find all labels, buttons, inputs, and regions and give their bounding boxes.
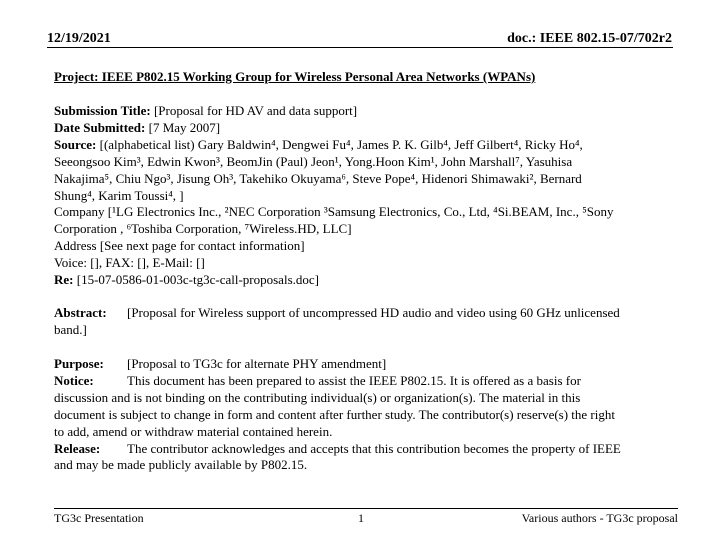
abstract-block: [54, 305, 666, 339]
date-submitted-value: [7 May 2007]: [145, 119, 221, 135]
re-label: Re:: [54, 272, 74, 288]
source-text-2: Seeongsoo Kim³, Edwin Kwon³, BeomJin (Paul) Jeon¹, Yong.Hoon Kim¹, John Marshall⁷, Yasuhisa: [54, 153, 573, 169]
re-line: [54, 272, 666, 289]
submission-title-line: [54, 103, 666, 120]
footer-divider: [54, 508, 678, 509]
footer-right: Various authors - TG3c proposal: [521, 511, 678, 525]
purpose-label: Purpose:: [54, 356, 104, 371]
notice-text-3: document is subject to change in form and content after further study. The contributor(s) reserve(s) the right: [54, 406, 615, 422]
release-label: Release:: [54, 440, 101, 456]
notice-text-2: discussion and is not binding on the contributing individual(s) or organization(s). The material in this: [54, 389, 581, 405]
notice-label: Notice:: [54, 372, 94, 388]
notice-text-1: This document has been prepared to assist the IEEE P802.15. It is offered as a basis for: [127, 372, 581, 388]
source-text-3: Nakajima⁵, Chiu Ngo³, Jisung Oh³, Takehiko Okuyama⁶, Steve Pope⁴, Hidenori Shimawaki², Bernard: [54, 170, 582, 186]
voice-text: Voice: [], FAX: [], E-Mail: []: [54, 255, 205, 271]
page-number: 1: [358, 511, 364, 525]
re-value: [15-07-0586-01-003c-tg3c-call-proposals.doc]: [73, 272, 319, 288]
date-submitted-line: [54, 120, 666, 137]
abstract-text-2: band.]: [54, 321, 87, 337]
company-text-1: Company [¹LG Electronics Inc., ²NEC Corporation ³Samsung Electronics, Co., Ltd, ⁴Si.BEAM, Inc., ⁵Sony: [54, 204, 614, 220]
header-date: 12/19/2021: [47, 31, 111, 46]
purpose-text: [Proposal to TG3c for alternate PHY amendment]: [127, 356, 387, 371]
footer-left: TG3c Presentation: [54, 511, 144, 525]
abstract-text-1: [Proposal for Wireless support of uncompressed HD audio and video using 60 GHz unlicensed: [127, 305, 620, 320]
address-text: Address [See next page for contact information]: [54, 238, 305, 254]
header-divider: [47, 47, 673, 48]
release-text-2: and may be made publicly available by P802.15.: [54, 457, 308, 473]
release-text-1: The contributor acknowledges and accepts that this contribution becomes the property of IEEE: [127, 440, 621, 456]
source-text-4: Shung⁴, Karim Toussi⁴, ]: [54, 187, 184, 203]
abstract-label: Abstract:: [54, 305, 107, 320]
notice-text-4: to add, amend or withdraw material contained herein.: [54, 423, 333, 439]
date-submitted-label: Date Submitted:: [54, 119, 146, 135]
company-text-2: Corporation , ⁶Toshiba Corporation, ⁷Wireless.HD, LLC]: [54, 221, 352, 237]
submission-title-label: Submission Title:: [54, 103, 151, 118]
source-label: Source:: [54, 136, 97, 152]
source-text-1: [(alphabetical list) Gary Baldwin⁴, Dengwei Fu⁴, James P. K. Gilb⁴, Jeff Gilbert⁴, Ricky Ho⁴,: [96, 136, 583, 152]
purpose-notice-block: [54, 356, 662, 474]
project-title: Project: IEEE P802.15 Working Group for Wireless Personal Area Networks (WPANs): [54, 69, 536, 84]
header-doc-id: doc.: IEEE 802.15-07/702r2: [507, 31, 672, 46]
submission-title-value: [Proposal for HD AV and data support]: [150, 103, 358, 118]
source-line: [54, 137, 666, 154]
submission-block: [54, 103, 666, 289]
